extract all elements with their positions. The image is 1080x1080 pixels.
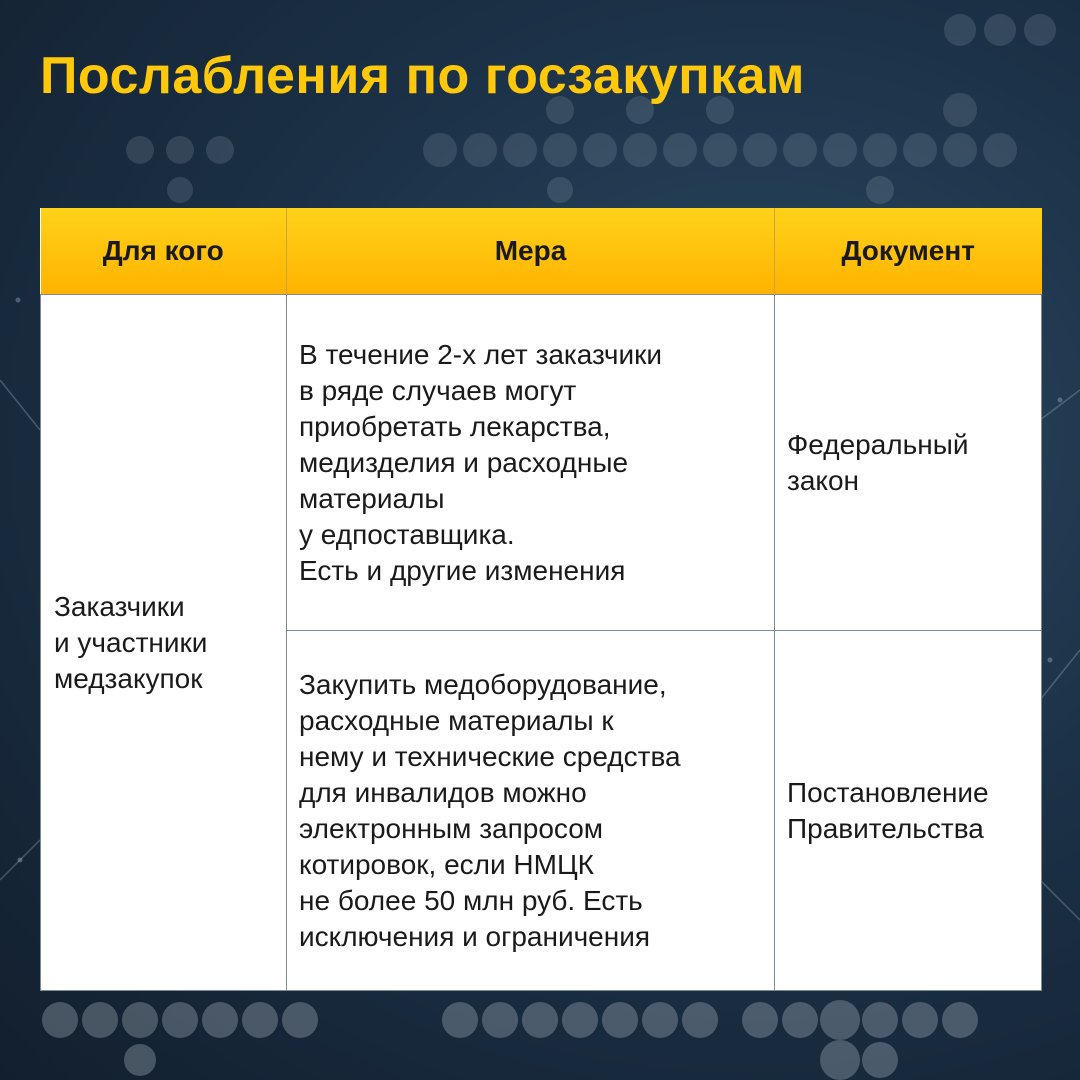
header-who: Для кого	[41, 208, 287, 295]
measures-table	[40, 208, 1042, 991]
measure-line: не более 50 млн руб. Есть	[299, 884, 643, 916]
header-measure: Мера	[287, 208, 775, 295]
document-line: Правительства	[787, 812, 984, 844]
document-line: закон	[787, 464, 860, 496]
measure-line: расходные материалы к	[299, 704, 614, 736]
document-cell	[775, 631, 1042, 991]
measure-line: котировок, если НМЦК	[299, 848, 594, 880]
measure-line: у едпоставщика.	[299, 518, 515, 550]
header-document: Документ	[775, 208, 1042, 295]
table-row	[41, 295, 1042, 631]
measure-line: Есть и другие изменения	[299, 554, 626, 586]
measure-cell	[287, 631, 775, 991]
measure-line: приобретать лекарства,	[299, 410, 611, 442]
page-title: Послабления по госзакупкам	[40, 47, 806, 105]
measure-line: Закупить медоборудование,	[299, 668, 667, 700]
measure-line: электронным запросом	[299, 812, 604, 844]
who-cell	[41, 295, 287, 991]
who-line: и участники	[54, 626, 208, 658]
table-header-row	[41, 208, 1042, 295]
document-line: Постановление	[787, 776, 989, 808]
measure-line: нему и технические средства	[299, 740, 681, 772]
document-cell	[775, 295, 1042, 631]
measure-line: материалы	[299, 482, 445, 514]
measure-line: в ряде случаев могут	[299, 374, 577, 406]
who-line: медзакупок	[54, 662, 203, 694]
measure-cell	[287, 295, 775, 631]
document-line: Федеральный	[787, 428, 969, 460]
measure-line: В течение 2-х лет заказчики	[299, 338, 663, 370]
measure-line: медизделия и расходные	[299, 446, 629, 478]
who-line: Заказчики	[54, 590, 185, 622]
measure-line: исключения и ограничения	[299, 920, 651, 952]
measure-line: для инвалидов можно	[299, 776, 587, 808]
